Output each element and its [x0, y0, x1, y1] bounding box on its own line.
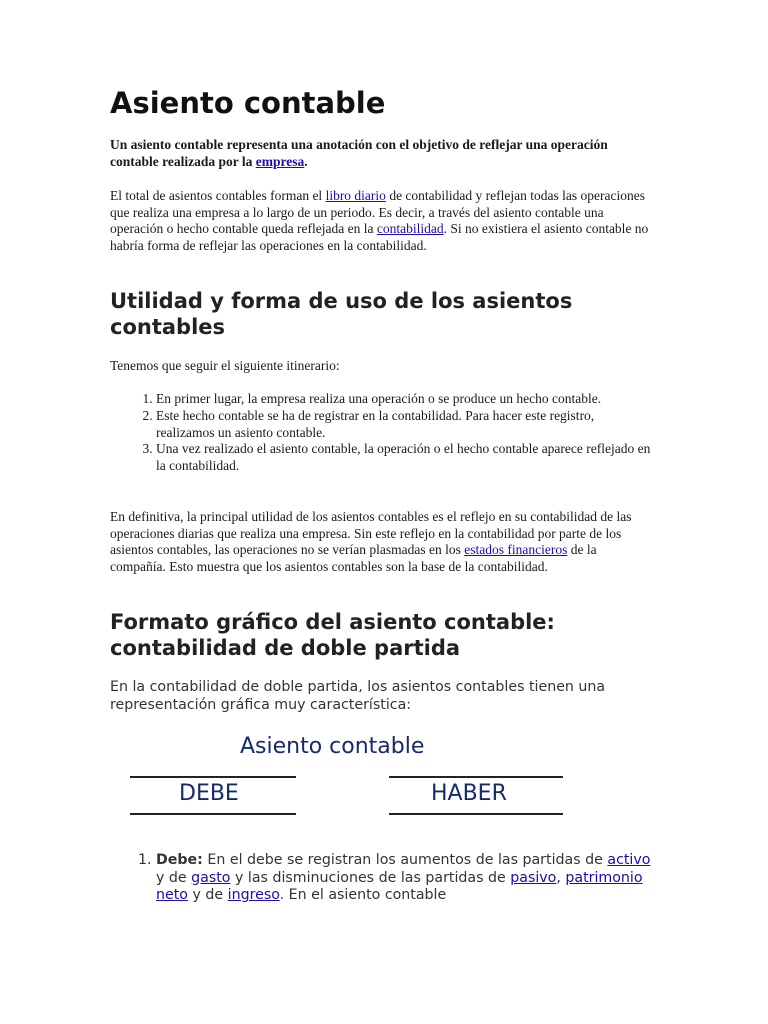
list-item: 1. En primer lugar, la empresa realiza una operación o se produce un hecho contable. — [156, 391, 656, 408]
para2-text-b: de la compañía. Esto muestra que los asientos contables son la base de la contabilidad. — [110, 542, 597, 574]
heading-utilidad: Utilidad y forma de uso de los asientos contables — [110, 289, 573, 339]
link-ingreso[interactable]: ingreso — [227, 887, 280, 903]
link-activo[interactable]: activo — [607, 852, 651, 868]
steps-list — [110, 391, 656, 475]
para1-text-c: . Si no existiera el asiento contable no habría forma de reflejar las operaciones en la contabilidad. — [110, 221, 649, 253]
haber-bottom-line — [389, 813, 563, 815]
link-pasivo[interactable]: pasivo — [510, 869, 557, 886]
paragraph-doble-partida: En la contabilidad de doble partida, los asientos contables tienen una representación gráfica muy característica: — [110, 679, 606, 713]
paragraph-estados — [110, 509, 655, 575]
debe-text-e: y de — [187, 887, 228, 903]
debe-top-line — [130, 776, 296, 778]
intro-text: Un asiento contable representa una anotación con el objetivo de reflejar una operación contable realizada por la — [110, 137, 608, 169]
link-contabilidad[interactable]: contabilidad — [376, 221, 444, 237]
link-estados-financieros[interactable]: estados financieros — [464, 542, 568, 558]
list-item: 3. Una vez realizado el asiento contable, la operación o el hecho contable aparece reflejado en la contabilidad. — [156, 441, 656, 475]
debe-text-d: , — [556, 869, 566, 886]
debe-bottom-line — [130, 813, 296, 815]
paragraph-libro-diario — [110, 188, 655, 254]
haber-label-diagram: HABER — [431, 781, 507, 806]
debe-text-a: En el debe se registran los aumentos de las partidas de — [202, 852, 608, 868]
debe-text-c: y las disminuciones de las partidas de — [230, 869, 511, 886]
debe-label: Debe: — [156, 852, 203, 868]
haber-top-line — [389, 776, 563, 778]
page-title: Asiento contable — [110, 86, 386, 120]
diagram-title: Asiento contable — [240, 734, 425, 759]
debe-text-f: . En el asiento contable — [279, 887, 447, 903]
link-patrimonio-neto[interactable]: patrimonio neto — [156, 869, 643, 903]
itinerary-intro: Tenemos que seguir el siguiente itinerario: — [110, 358, 340, 373]
para1-text-a: El total de asientos contables forman el — [110, 188, 326, 203]
debe-text-b: y de — [156, 869, 192, 886]
link-empresa[interactable]: empresa — [255, 153, 305, 169]
intro-paragraph — [110, 137, 655, 170]
intro-end: . — [304, 153, 308, 169]
para1-text-b: de contabilidad y reflejan todas las operaciones que realiza una empresa a lo largo de un periodo. Es decir, a través del asiento contable una operación o hecho contable queda reflejada en la — [110, 188, 645, 237]
list-item-debe — [156, 852, 656, 905]
debe-label-diagram: DEBE — [179, 781, 239, 806]
heading-formato: Formato gráfico del asiento contable: contabilidad de doble partida — [110, 610, 555, 660]
para2-text-a: En definitiva, la principal utilidad de los asientos contables es el reflejo en su contabilidad de las operaciones diarias que realiza una empresa. Sin este reflejo en la contabilidad por parte de los asientos contables, las operaciones no se verían plasmadas en los — [110, 509, 632, 558]
link-libro-diario[interactable]: libro diario — [325, 188, 386, 203]
debe-list — [110, 852, 656, 905]
list-item: 2. Este hecho contable se ha de registrar en la contabilidad. Para hacer este registro, realizamos un asiento contable. — [156, 408, 656, 442]
link-gasto[interactable]: gasto — [191, 869, 231, 886]
